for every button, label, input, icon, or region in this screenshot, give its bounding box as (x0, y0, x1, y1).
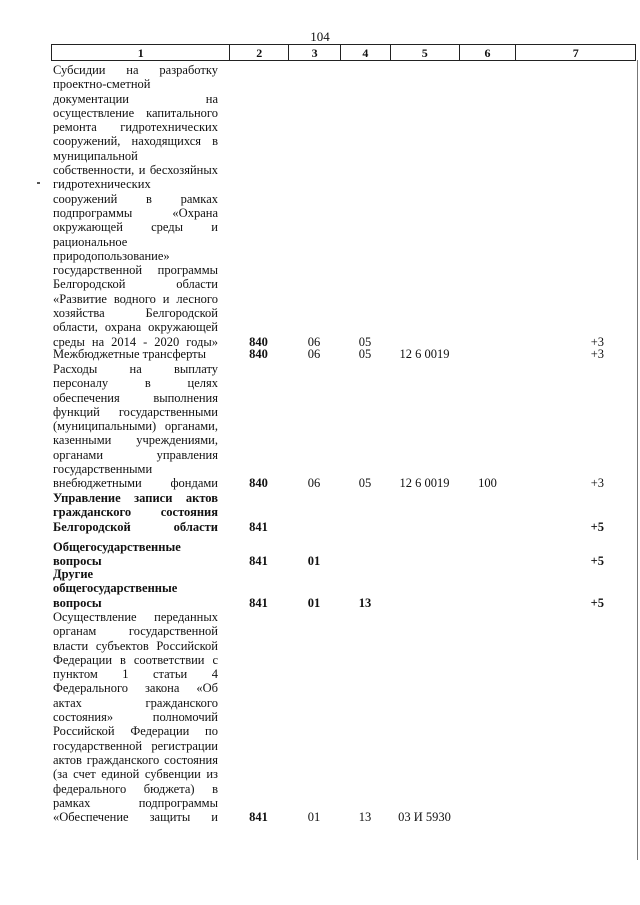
page-number: 104 (310, 29, 330, 44)
cell-col-7: +3 (590, 347, 604, 361)
table-row (53, 491, 636, 534)
row-name: Субсидии на разработку проектно-сметной документации на осуществление капитального ремонта гидротехнических сооружений, находящихся в муниципальной собственности, и бесхозяйных гидротехнических сооружений в рамках подпрограммы «Охрана окружающей среды и рациональное природопользование» государственной программы Белгородской области «Развитие водного и лесного хозяйства Белгородской области, охрана окружающей среды на 2014 - 2020 годы» (53, 63, 218, 349)
header-col-6: 6 (459, 45, 516, 60)
cell-col-6: 100 (478, 476, 497, 491)
table-row (53, 567, 636, 610)
cell-col-7: +5 (590, 595, 604, 610)
cell-col-3: 06 (307, 476, 321, 491)
row-name: Межбюджетные трансферты (53, 347, 207, 361)
table-row (53, 362, 636, 491)
cell-col-7: +5 (590, 554, 604, 569)
table-row (53, 610, 636, 824)
table-row (53, 63, 636, 349)
cell-col-4: 13 (358, 595, 372, 610)
cell-col-3: 01 (307, 595, 321, 610)
cell-col-2: 840 (249, 347, 268, 361)
header-col-3: 3 (288, 45, 340, 60)
cell-col-2: 840 (249, 334, 268, 349)
cell-col-4: 05 (358, 476, 372, 491)
cell-col-5: 03 И 5930 (398, 810, 451, 825)
row-name: Управление записи актов гражданского состояния Белгородской области (53, 491, 218, 534)
cell-col-4: 13 (358, 810, 372, 825)
cell-col-7: +5 (590, 519, 604, 534)
cell-col-2: 841 (249, 595, 268, 610)
row-name: Другие общегосударственные вопросы (53, 567, 178, 610)
header-col-2: 2 (229, 45, 288, 60)
cell-col-7: +3 (590, 334, 604, 349)
header-col-1: 1 (137, 46, 144, 60)
header-col-7: 7 (515, 45, 635, 60)
table-header (51, 44, 636, 61)
cell-col-4: 05 (358, 347, 372, 361)
cell-col-4: 05 (358, 334, 372, 349)
cell-col-3: 06 (307, 347, 321, 361)
cell-col-7: +3 (590, 476, 604, 491)
cell-col-2: 841 (249, 554, 268, 569)
scan-speck (37, 182, 40, 184)
cell-col-5: 12 6 0019 (399, 476, 450, 491)
header-col-5: 5 (390, 45, 459, 60)
cell-col-5: 12 6 0019 (399, 347, 450, 361)
row-name: Расходы на выплату персоналу в целях обеспечения выполнения функций государственными (муниципальными) органами, казенными учреждениями, органами управления государственными внебюджетными фондами (53, 362, 218, 491)
cell-col-2: 840 (249, 476, 268, 491)
cell-col-3: 01 (307, 554, 321, 569)
row-name: Общегосударственные вопросы (53, 540, 181, 569)
cell-col-2: 841 (249, 519, 268, 534)
row-name: Осуществление переданных органам государственной власти субъектов Российской Федерации в соответствии с пунктом 1 статьи 4 Федерального закона «Об актах гражданского состояния» полномочий Российской Федерации по государственной регистрации актов гражданского состояния (за счет единой субвенции из федерального бюджета) в рамках подпрограммы «Обеспечение защиты и (53, 610, 218, 825)
cell-col-3: 01 (307, 810, 321, 825)
table-row (53, 540, 636, 569)
table-row (53, 347, 636, 361)
header-col-4: 4 (340, 45, 390, 60)
cell-col-2: 841 (249, 810, 268, 825)
cell-col-3: 06 (307, 334, 321, 349)
scan-edge-line (637, 60, 638, 860)
